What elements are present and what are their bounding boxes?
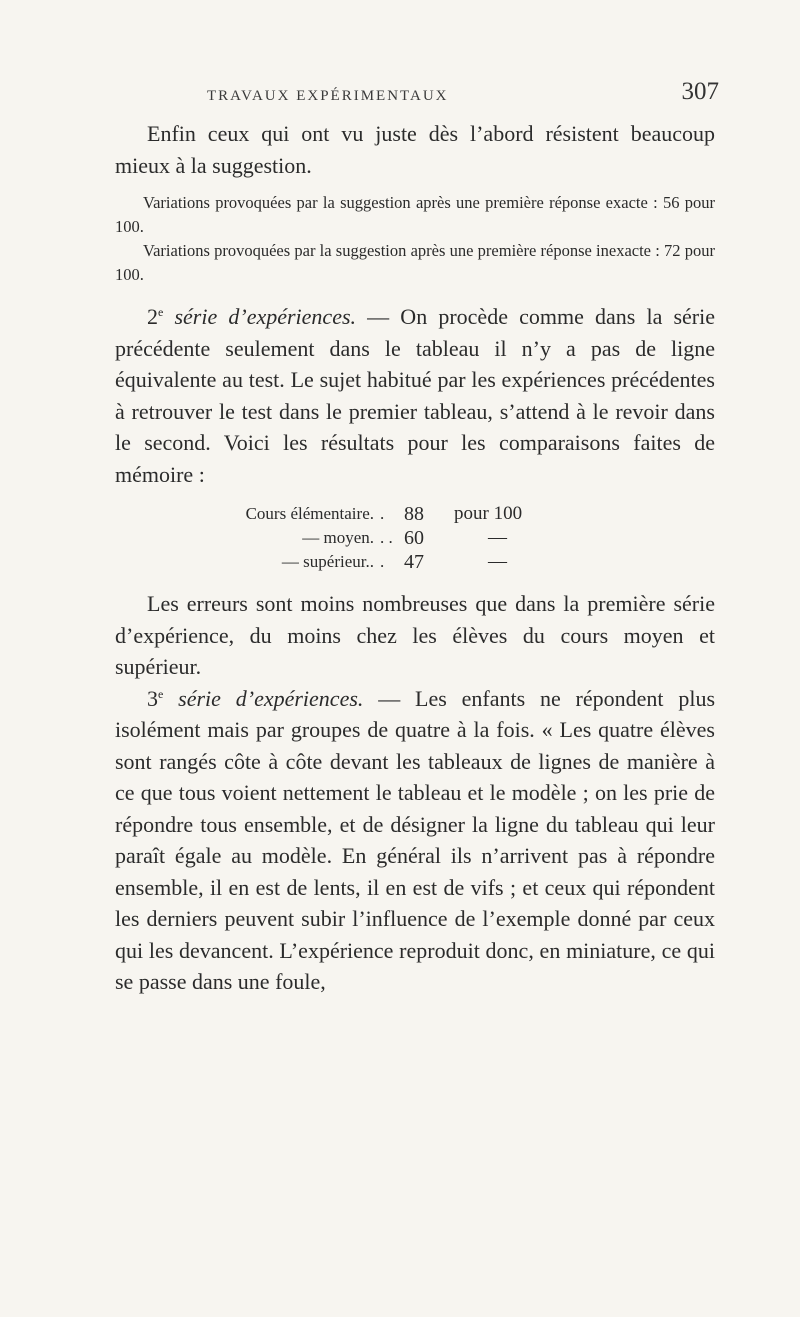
results-dots: . . bbox=[380, 528, 393, 547]
serie-3-heading: série d’expériences. bbox=[178, 685, 364, 711]
paragraph-errors: Les erreurs sont moins nombreuses que dans la première série d’expérience, du moins chez les élèves du cours moyen et supérieur. bbox=[115, 591, 715, 679]
running-title: TRAVAUX EXPÉRIMENTAUX bbox=[207, 88, 449, 104]
serie-3-number: 3 bbox=[147, 685, 158, 711]
results-row bbox=[115, 526, 715, 550]
results-unit: pour 100 bbox=[454, 503, 523, 524]
book-page bbox=[115, 78, 719, 998]
results-label: — moyen. bbox=[302, 528, 374, 547]
paragraph-intro: Enfin ceux qui ont vu juste dès l’abord résistent beaucoup mieux à la suggestion. bbox=[115, 121, 715, 178]
variation-exact: Variations provoquées par la suggestion après une première réponse exacte : 56 pour 100. bbox=[115, 193, 715, 236]
results-value: 60 bbox=[404, 527, 424, 549]
results-value: 47 bbox=[404, 551, 424, 573]
results-row bbox=[115, 550, 715, 574]
serie-2-heading: série d’expériences. bbox=[174, 304, 357, 329]
serie-3-text: — Les enfants ne répondent plus isolément mais par groupes de quatre à la fois. « Les quatre élèves sont rangés côte à côte devant les tableaux de lignes de manière à ce que tous voient nettement le tableau et le modèle ; on les prie de répondre tous ensemble, et de désigner la ligne du tableau qui leur paraît égale au modèle. En général ils n’arrivent pas à répondre ensemble, il en est de lents, il en est de vifs ; et ceux qui répondent les derniers peuvent subir l’influence de l’exemple donné par ceux qui les devancent. L’expérience reproduit donc, en miniature, ce qui se passe dans une foule, bbox=[115, 685, 716, 994]
results-dots: . bbox=[380, 552, 385, 571]
results-unit: — bbox=[488, 527, 507, 548]
results-label: — supérieur.. bbox=[281, 552, 374, 571]
results-unit: — bbox=[488, 551, 507, 572]
serie-2-text: — On procède comme dans la série précédente seulement dans le tableau il n’y a pas de ligne équivalente au test. Le sujet habitué par les expériences précédentes à retrouver le test dans le premier tableau, s’attend à le revoir dans le second. Voici les résultats pour les comparaisons faites de mémoire : bbox=[115, 304, 715, 487]
page-number: 307 bbox=[681, 78, 719, 105]
results-label: Cours élémentaire. bbox=[245, 504, 374, 523]
paragraph-serie-2 bbox=[115, 301, 715, 490]
results-list bbox=[115, 502, 715, 574]
running-head bbox=[115, 78, 719, 118]
paragraph-serie-3 bbox=[115, 683, 715, 998]
serie-2-number: 2 bbox=[147, 304, 158, 329]
serie-3-superscript: e bbox=[158, 686, 164, 701]
variation-inexact: Variations provoquées par la suggestion après une première réponse inexacte : 72 pour 100. bbox=[115, 241, 715, 284]
results-row bbox=[115, 502, 715, 526]
results-dots: . bbox=[380, 504, 385, 523]
serie-2-superscript: e bbox=[158, 305, 164, 319]
results-value: 88 bbox=[404, 503, 424, 525]
